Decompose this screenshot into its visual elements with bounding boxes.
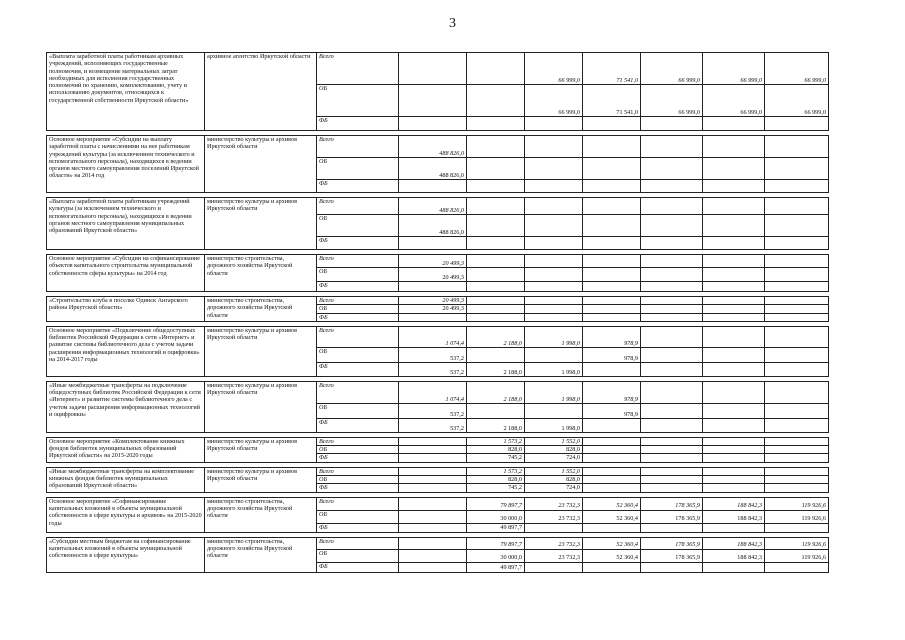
amount-cell [765,523,829,532]
amount-cell: 20 499,3 [399,305,467,313]
amount-cell [583,313,641,321]
amount-cell: 537,2 [399,418,467,432]
amount-cell [399,549,467,562]
amount-cell: 52 360,4 [583,549,641,562]
amount-cell [765,268,829,282]
amount-cell: 23 732,3 [525,497,583,510]
amount-cell [641,297,703,305]
amount-cell [583,255,641,268]
funding-source: ФБ [317,523,399,532]
funding-source: ОБ [317,476,399,484]
amount-cell [399,523,467,532]
amount-cell [399,497,467,510]
amount-cell: 79 897,7 [467,497,525,510]
amount-cell: 188 842,3 [703,549,765,562]
table-row [47,198,829,215]
amount-cell: 1 074,4 [399,381,467,403]
amount-cell [765,237,829,250]
amount-cell [703,437,765,445]
amount-cell [525,305,583,313]
executor: министерство строительства, дорожного хозяйства Иркутской области [205,537,317,572]
measure-name: «Субсидии местным бюджетам на софинансирование капитальных вложений в объекты муниципальной собственности в сфере культуры» [47,537,205,572]
amount-cell [525,268,583,282]
measure-name: Основное мероприятие «Софинансирование капитальных вложений в объекты муниципальной собственности в сфере культуры и архивов» на 2015-2020 годы [47,497,205,532]
funding-source: Всего [317,537,399,549]
amount-cell: 745,2 [467,484,525,492]
amount-cell [467,347,525,362]
executor: министерство культуры и архивов Иркутской области [205,198,317,250]
amount-cell [399,562,467,572]
amount-cell [703,255,765,268]
amount-cell [641,381,703,403]
amount-cell: 49 897,7 [467,523,525,532]
measure-name: Основное мероприятие «Субсидии на софинансирование объектов капитального строительства муниципальной собственности сферы культуры» на 2014 год [47,255,205,292]
funding-source: Всего [317,53,399,85]
funding-source: ФБ [317,180,399,193]
amount-cell [525,136,583,158]
amount-cell [525,158,583,180]
funding-source: Всего [317,297,399,305]
amount-cell [703,347,765,362]
amount-cell [399,454,467,462]
amount-cell [583,158,641,180]
funding-source: ОБ [317,403,399,418]
amount-cell [583,562,641,572]
amount-cell [467,255,525,268]
amount-cell [399,85,467,117]
funding-source: Всего [317,136,399,158]
amount-cell: 52 360,4 [583,497,641,510]
amount-cell: 537,2 [399,403,467,418]
amount-cell [641,268,703,282]
amount-cell: 1 552,0 [525,437,583,445]
amount-cell [703,180,765,193]
table-row [47,467,829,475]
amount-cell [583,476,641,484]
amount-cell [703,562,765,572]
amount-cell [641,282,703,292]
amount-cell [703,403,765,418]
amount-cell: 488 826,0 [399,136,467,158]
executor: министерство культуры и архивов Иркутской области [205,467,317,492]
amount-cell: 66 999,0 [703,53,765,85]
amount-cell [703,268,765,282]
amount-cell [525,313,583,321]
executor: министерство культуры и архивов Иркутской области [205,381,317,432]
amount-cell [703,198,765,215]
amount-cell [703,362,765,376]
amount-cell [765,313,829,321]
table-row [47,437,829,445]
amount-cell [583,180,641,193]
amount-cell [641,215,703,237]
amount-cell: 978,9 [583,403,641,418]
amount-cell [765,198,829,215]
amount-cell: 188 842,3 [703,510,765,523]
funding-source: ОБ [317,446,399,454]
funding-source: ОБ [317,305,399,313]
amount-cell [467,403,525,418]
measure-name: «Выплата заработной платы работникам учреждений культуры (за исключением технического и вспомогательного персонала), находящихся в ведении органов местного самоуправления муниципальных образований Иркутской области» [47,198,205,250]
amount-cell [399,476,467,484]
amount-cell: 178 365,9 [641,549,703,562]
amount-cell [525,237,583,250]
amount-cell [641,158,703,180]
amount-cell: 178 365,9 [641,510,703,523]
amount-cell [583,305,641,313]
amount-cell [583,237,641,250]
amount-cell [399,117,467,131]
amount-cell [765,467,829,475]
amount-cell [583,418,641,432]
funding-source: ФБ [317,282,399,292]
funding-source: Всего [317,326,399,347]
amount-cell [703,158,765,180]
amount-cell [765,305,829,313]
executor: министерство строительства, дорожного хозяйства Иркутской области [205,497,317,532]
amount-cell: 1 573,2 [467,467,525,475]
amount-cell: 178 365,9 [641,497,703,510]
amount-cell: 66 999,0 [765,85,829,117]
amount-cell [641,180,703,193]
funding-source: ОБ [317,510,399,523]
amount-cell: 71 541,0 [583,53,641,85]
amount-cell: 978,9 [583,347,641,362]
amount-cell [703,484,765,492]
amount-cell [641,362,703,376]
amount-cell [641,237,703,250]
amount-cell [399,484,467,492]
amount-cell [765,117,829,131]
amount-cell [641,117,703,131]
amount-cell [467,158,525,180]
table-row [47,326,829,347]
funding-source: Всего [317,381,399,403]
amount-cell: 488 826,0 [399,198,467,215]
funding-table [46,52,829,573]
amount-cell [765,454,829,462]
amount-cell [399,467,467,475]
amount-cell [765,136,829,158]
amount-cell [765,215,829,237]
amount-cell [703,446,765,454]
amount-cell: 2 188,0 [467,362,525,376]
amount-cell [641,562,703,572]
amount-cell [703,117,765,131]
funding-source: Всего [317,437,399,445]
amount-cell [583,198,641,215]
amount-cell [467,297,525,305]
amount-cell [703,313,765,321]
amount-cell: 79 897,7 [467,537,525,549]
amount-cell: 66 999,0 [641,53,703,85]
amount-cell: 1 552,0 [525,467,583,475]
funding-source: ФБ [317,117,399,131]
amount-cell [583,437,641,445]
executor: архивное агентство Иркутской области [205,53,317,131]
amount-cell [641,476,703,484]
funding-source: ОБ [317,215,399,237]
page-number: 3 [449,16,456,31]
amount-cell [765,403,829,418]
amount-cell: 828,0 [467,476,525,484]
amount-cell: 2 188,0 [467,418,525,432]
measure-name: «Иные межбюджетные трансферты на комплектование книжных фондов библиотек муниципальных образований Иркутской области» [47,467,205,492]
amount-cell [525,523,583,532]
amount-cell [641,467,703,475]
executor: министерство культуры и архивов Иркутской области [205,136,317,193]
amount-cell: 23 732,3 [525,549,583,562]
amount-cell: 1 998,0 [525,326,583,347]
table-row [47,497,829,510]
funding-source: ОБ [317,158,399,180]
amount-cell [583,454,641,462]
amount-cell: 745,2 [467,454,525,462]
amount-cell [765,255,829,268]
amount-cell [399,537,467,549]
amount-cell: 119 926,6 [765,549,829,562]
amount-cell [399,446,467,454]
amount-cell: 1 074,4 [399,326,467,347]
amount-cell [525,180,583,193]
amount-cell [765,562,829,572]
amount-cell [703,297,765,305]
amount-cell [467,237,525,250]
amount-cell [399,237,467,250]
executor: министерство строительства, дорожного хозяйства Иркутской области [205,255,317,292]
amount-cell [525,198,583,215]
amount-cell [467,313,525,321]
amount-cell: 2 188,0 [467,326,525,347]
executor: министерство культуры и архивов Иркутской области [205,437,317,462]
amount-cell [467,53,525,85]
amount-cell [703,282,765,292]
amount-cell [525,282,583,292]
amount-cell [703,418,765,432]
amount-cell [467,215,525,237]
amount-cell [641,136,703,158]
funding-source: ФБ [317,484,399,492]
amount-cell [583,362,641,376]
amount-cell: 30 000,0 [467,549,525,562]
amount-cell [525,347,583,362]
amount-cell: 20 499,3 [399,297,467,305]
amount-cell: 978,9 [583,381,641,403]
amount-cell [765,326,829,347]
amount-cell [525,255,583,268]
executor: министерство строительства, дорожного хозяйства Иркутской области [205,297,317,322]
amount-cell [525,403,583,418]
amount-cell: 828,0 [525,476,583,484]
amount-cell: 66 999,0 [525,85,583,117]
amount-cell [399,510,467,523]
amount-cell: 488 826,0 [399,158,467,180]
executor: министерство культуры и архивов Иркутской области [205,326,317,376]
funding-source: ОБ [317,268,399,282]
funding-source: ОБ [317,347,399,362]
amount-cell: 2 188,0 [467,381,525,403]
amount-cell [467,136,525,158]
amount-cell: 49 897,7 [467,562,525,572]
amount-cell [765,476,829,484]
amount-cell [765,347,829,362]
measure-name: «Иные межбюджетные трансферты на подключение общедоступных библиотек Российской Федерации к сети «Интернет» и развитие системы библиотечного дела с учетом задачи расширения информационных технологий и оцифровки» [47,381,205,432]
funding-source: ФБ [317,313,399,321]
amount-cell [641,403,703,418]
measure-name: Основное мероприятие «Подключение общедоступных библиотек Российской Федерации к сети «Интернет» и развитие системы библиотечного дела с учетом задачи расширения информационных технологий и оцифровки» на 2014-2017 годы [47,326,205,376]
amount-cell: 1 998,0 [525,418,583,432]
amount-cell [703,305,765,313]
amount-cell: 23 732,3 [525,537,583,549]
amount-cell: 1 998,0 [525,381,583,403]
measure-name: Основное мероприятие «Субсидии на выплату заработной платы с начислениями на нее работникам учреждений культуры (за исключением технического и вспомогательного персонала), находящихся в ведении органов местного самоуправления поселений Иркутской области» на 2014 год [47,136,205,193]
amount-cell: 1 998,0 [525,362,583,376]
table-row [47,53,829,85]
funding-source: ОБ [317,85,399,117]
amount-cell [467,198,525,215]
amount-cell: 66 999,0 [641,85,703,117]
amount-cell [399,180,467,193]
amount-cell [703,215,765,237]
measure-name: «Выплата заработной платы работникам архивных учреждений, исполняющих государственные полномочия, и возмещение материальных затрат необходимых для исполнения государственных полномочий по хранению, комплектованию, учету и использованию документов, относящихся к государственной собственности Иркутской области» [47,53,205,131]
funding-source: Всего [317,198,399,215]
amount-cell [525,562,583,572]
amount-cell [583,446,641,454]
amount-cell: 828,0 [467,446,525,454]
amount-cell: 20 499,3 [399,255,467,268]
table-row [47,136,829,158]
amount-cell: 66 999,0 [703,85,765,117]
amount-cell: 188 842,3 [703,537,765,549]
amount-cell [583,268,641,282]
amount-cell [467,282,525,292]
measure-name: Основное мероприятие «Комплектование книжных фондов библиотек муниципальных образований Иркутской области» на 2015-2020 годы [47,437,205,462]
amount-cell [525,117,583,131]
amount-cell [399,313,467,321]
amount-cell: 66 999,0 [525,53,583,85]
amount-cell [641,446,703,454]
amount-cell [467,180,525,193]
amount-cell [703,523,765,532]
amount-cell [765,446,829,454]
amount-cell [641,255,703,268]
amount-cell [583,467,641,475]
amount-cell [765,180,829,193]
amount-cell: 724,0 [525,484,583,492]
funding-source: Всего [317,467,399,475]
amount-cell [399,53,467,85]
amount-cell: 537,2 [399,362,467,376]
amount-cell [641,347,703,362]
amount-cell [703,476,765,484]
amount-cell [641,454,703,462]
amount-cell: 188 842,3 [703,497,765,510]
amount-cell [703,381,765,403]
funding-source: Всего [317,497,399,510]
amount-cell [641,484,703,492]
amount-cell [641,313,703,321]
amount-cell [765,381,829,403]
amount-cell [703,136,765,158]
amount-cell [765,362,829,376]
amount-cell [765,484,829,492]
amount-cell [641,418,703,432]
table-row [47,537,829,549]
amount-cell [641,523,703,532]
table-row [47,255,829,268]
table-row [47,297,829,305]
amount-cell [583,484,641,492]
amount-cell [583,136,641,158]
amount-cell [641,326,703,347]
amount-cell [467,305,525,313]
amount-cell [583,523,641,532]
amount-cell: 828,0 [525,446,583,454]
amount-cell [703,326,765,347]
amount-cell: 20 499,3 [399,268,467,282]
amount-cell [765,437,829,445]
funding-source: ОБ [317,549,399,562]
amount-cell [765,158,829,180]
amount-cell [583,297,641,305]
amount-cell: 178 365,9 [641,537,703,549]
funding-source: ФБ [317,418,399,432]
amount-cell [583,282,641,292]
amount-cell: 119 926,6 [765,510,829,523]
amount-cell [703,237,765,250]
funding-source: ФБ [317,237,399,250]
amount-cell [703,467,765,475]
amount-cell [641,437,703,445]
amount-cell: 978,9 [583,326,641,347]
funding-source: ФБ [317,562,399,572]
amount-cell: 724,0 [525,454,583,462]
amount-cell [467,268,525,282]
amount-cell: 119 926,6 [765,497,829,510]
amount-cell: 71 541,0 [583,85,641,117]
amount-cell [525,215,583,237]
amount-cell [467,117,525,131]
amount-cell [583,215,641,237]
amount-cell [583,117,641,131]
amount-cell [467,85,525,117]
funding-source: Всего [317,255,399,268]
amount-cell [399,437,467,445]
amount-cell [703,454,765,462]
amount-cell: 30 000,0 [467,510,525,523]
amount-cell [765,282,829,292]
amount-cell [641,305,703,313]
amount-cell: 52 360,4 [583,510,641,523]
amount-cell: 119 926,6 [765,537,829,549]
amount-cell: 23 732,3 [525,510,583,523]
amount-cell: 1 573,2 [467,437,525,445]
funding-source: ФБ [317,454,399,462]
amount-cell: 66 999,0 [765,53,829,85]
amount-cell [765,297,829,305]
measure-name: «Строительство клуба в поселке Одинск Ангарского района Иркутской области» [47,297,205,322]
amount-cell: 537,2 [399,347,467,362]
amount-cell [525,297,583,305]
amount-cell [641,198,703,215]
amount-cell [765,418,829,432]
amount-cell: 488 826,0 [399,215,467,237]
amount-cell: 52 360,4 [583,537,641,549]
amount-cell [399,282,467,292]
funding-source: ФБ [317,362,399,376]
table-row [47,381,829,403]
